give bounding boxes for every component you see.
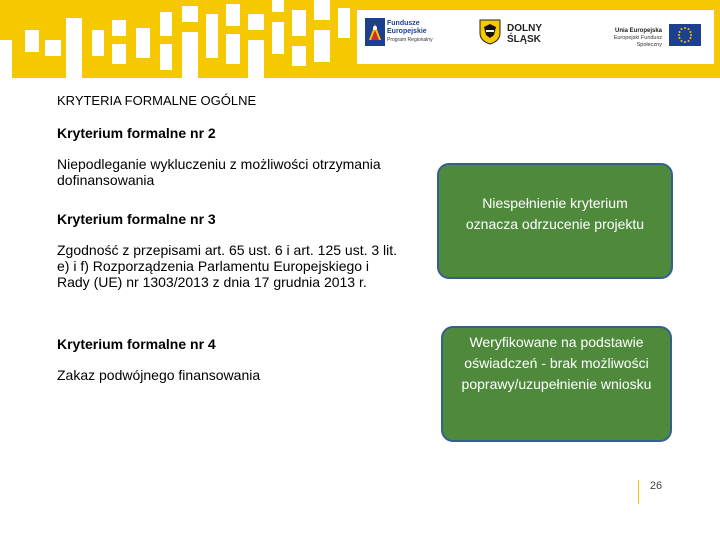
decor-square — [182, 6, 198, 22]
decor-square — [248, 14, 264, 30]
decor-square — [314, 30, 330, 62]
section-title: KRYTERIA FORMALNE OGÓLNE — [57, 93, 257, 108]
decor-square — [160, 12, 172, 36]
criterion-heading: Kryterium formalne nr 3 — [57, 211, 216, 227]
decor-square — [45, 40, 61, 56]
decor-square — [25, 30, 39, 52]
region-crest-icon — [479, 19, 501, 45]
verification-text: Weryfikowane na podstawie oświadczeń - brak możliwości poprawy/uzupełnienie wniosku — [461, 334, 652, 392]
decor-square — [338, 8, 350, 38]
decor-square — [226, 34, 240, 64]
criterion-heading: Kryterium formalne nr 2 — [57, 125, 216, 141]
decor-square — [206, 14, 218, 58]
decor-square — [160, 44, 172, 70]
decor-square — [92, 30, 104, 56]
header-banner — [0, 0, 720, 78]
criterion-description: Zakaz podwójnego finansowania — [57, 367, 261, 383]
decor-square — [112, 20, 126, 36]
decor-square — [66, 18, 82, 78]
criterion-description: Niepodleganie wykluczeniu z możliwości otrzymania dofinansowania — [57, 156, 381, 188]
decor-square — [136, 28, 150, 58]
decor-square — [272, 0, 284, 12]
page-number-divider — [638, 480, 639, 504]
decor-square — [248, 40, 264, 78]
region-logo-text: DOLNY ŚLĄSK — [507, 23, 542, 45]
decor-square — [226, 4, 240, 26]
funds-logo-icon — [365, 18, 385, 46]
criterion-heading: Kryterium formalne nr 4 — [57, 336, 216, 352]
consequence-text: Niespełnienie kryterium oznacza odrzucenie projektu — [465, 195, 645, 232]
decor-square — [292, 10, 306, 36]
logo-strip — [357, 10, 714, 64]
decor-square — [314, 0, 330, 20]
decor-square — [292, 46, 306, 66]
eu-logo-text: Unia Europejska Europejski Fundusz Społeczny — [613, 28, 662, 48]
eu-flag-icon — [669, 24, 701, 46]
decor-square — [112, 44, 126, 64]
page-number: 26 — [649, 480, 663, 492]
criterion-description: Zgodność z przepisami art. 65 ust. 6 i art. 125 ust. 3 lit. e) i f) Rozporządzenia Parlamentu Europejskiego i Rady (UE) nr 1303/2013 z dnia 17 grudnia 2013 r. — [57, 242, 398, 290]
decor-square — [182, 32, 198, 78]
verification-box — [441, 326, 672, 442]
consequence-box — [437, 163, 673, 279]
funds-logo-text: Fundusze Europejskie Program Regionalny — [387, 20, 433, 43]
decor-square — [0, 40, 12, 78]
decor-square — [272, 22, 284, 54]
